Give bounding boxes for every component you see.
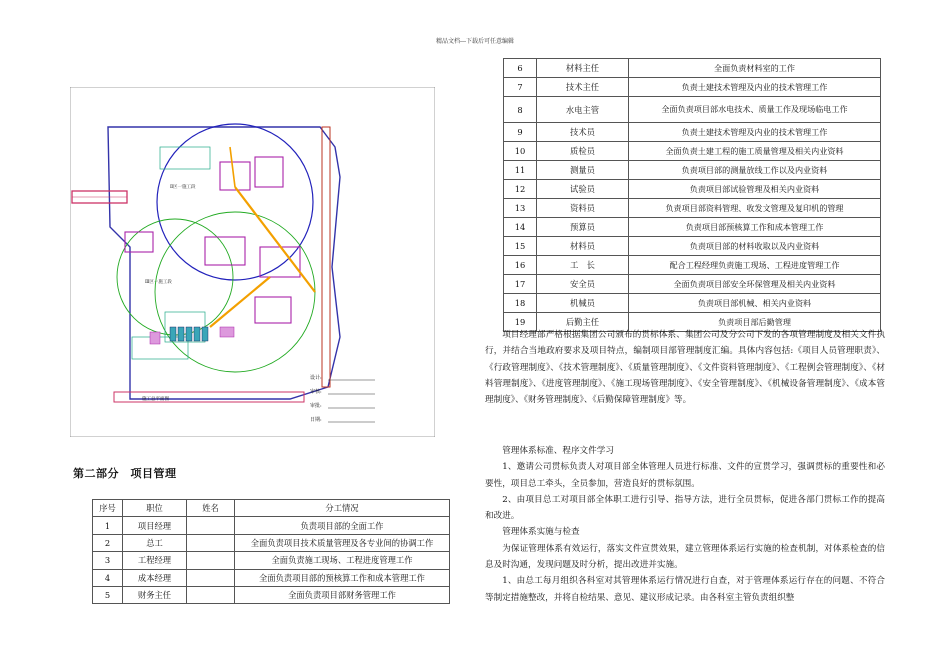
zone-label: Ⅱ区一施工段 (170, 185, 196, 190)
no-cell: 6 (504, 59, 537, 78)
no-cell: 9 (504, 123, 537, 142)
no-cell: 5 (93, 586, 123, 603)
header-cell: 姓名 (187, 500, 235, 517)
role-cell: 技术主任 (537, 78, 629, 97)
role-cell: 总工 (123, 534, 187, 551)
duty-cell: 全面负责项目技术质量管理及各专业间的协调工作 (235, 534, 450, 551)
body-text-section (485, 443, 885, 606)
no-cell: 8 (504, 97, 537, 123)
duty-cell: 配合工程经理负责施工现场、工程进度管理工作 (629, 256, 881, 275)
table-row (504, 199, 881, 218)
no-cell: 3 (93, 552, 123, 569)
duty-cell: 负责土建技术管理及内业的技术管理工作 (629, 78, 881, 97)
duty-cell: 全面负责材料室的工作 (629, 59, 881, 78)
signoff-label: 审核: (310, 389, 322, 395)
name-cell (187, 586, 235, 603)
duty-cell: 全面负责项目部的预核算工作和成本管理工作 (235, 569, 450, 586)
name-cell (187, 534, 235, 551)
table-row (504, 123, 881, 142)
no-cell: 13 (504, 199, 537, 218)
no-cell: 11 (504, 161, 537, 180)
no-cell: 16 (504, 256, 537, 275)
no-cell: 12 (504, 180, 537, 199)
role-cell: 技术员 (537, 123, 629, 142)
header-cell: 序号 (93, 500, 123, 517)
site-plan-drawing (70, 87, 435, 437)
duty-cell: 全面负责项目部安全环保管理及相关内业资料 (629, 275, 881, 294)
role-cell: 材料员 (537, 237, 629, 256)
signoff-label: 日期: (310, 417, 322, 423)
header-cell: 分工情况 (235, 500, 450, 517)
name-cell (187, 517, 235, 534)
section-heading: 管理体系标准、程序文件学习 (502, 446, 614, 456)
role-cell: 材料主任 (537, 59, 629, 78)
no-cell: 4 (93, 569, 123, 586)
table-row (93, 586, 450, 603)
role-cell: 安全员 (537, 275, 629, 294)
table-header-row (93, 500, 450, 517)
plan-title: 施工总平面图 (142, 397, 169, 402)
no-cell: 15 (504, 237, 537, 256)
paragraph: 为保证管理体系有效运行，落实文件宣贯效果，建立管理体系运行实施的检查机制，对体系检查的信息及时沟通，发现问题及时分析，提出改进并实施。 (485, 543, 885, 571)
no-cell: 18 (504, 294, 537, 313)
duty-cell: 负责土建技术管理及内业的技术管理工作 (629, 123, 881, 142)
table-row (504, 218, 881, 237)
role-cell: 质检员 (537, 142, 629, 161)
table-row (93, 517, 450, 534)
table-row (504, 142, 881, 161)
zone-label: Ⅲ区一施工段 (145, 280, 172, 285)
header-note: 精品文档---下载后可任意编辑 (435, 38, 515, 45)
no-cell: 14 (504, 218, 537, 237)
duty-cell: 负责项目部的材料收取以及内业资料 (629, 237, 881, 256)
duty-cell: 全面负责项目部水电技术、质量工作及现场临电工作 (629, 97, 881, 123)
role-cell: 资料员 (537, 199, 629, 218)
header-cell: 职位 (123, 500, 187, 517)
duty-cell: 全面负责项目部财务管理工作 (235, 586, 450, 603)
role-cell: 测量员 (537, 161, 629, 180)
role-cell: 试验员 (537, 180, 629, 199)
body-text (485, 327, 885, 408)
no-cell: 7 (504, 78, 537, 97)
table-row (504, 78, 881, 97)
duty-cell: 负责项目部预核算工作和成本管理工作 (629, 218, 881, 237)
duty-cell: 负责项目部资料管理、收发文管理及复印机的管理 (629, 199, 881, 218)
role-cell: 成本经理 (123, 569, 187, 586)
duty-cell: 负责项目部后勤管理 (629, 313, 881, 332)
table-row (504, 275, 881, 294)
paragraph: 2、由项目总工对项目部全体职工进行引导、指导方法，进行全员贯标，促进各部门贯标工作的提高和改进。 (485, 494, 885, 522)
duty-cell: 全面负责施工现场、工程进度管理工作 (235, 552, 450, 569)
staff-table-right (503, 58, 881, 332)
table-row (93, 552, 450, 569)
role-cell: 工 长 (537, 256, 629, 275)
duty-cell: 负责项目部的全面工作 (235, 517, 450, 534)
role-cell: 机械员 (537, 294, 629, 313)
signoff-label: 审批: (310, 403, 322, 409)
paragraph: 1、邀请公司贯标负责人对项目部全体管理人员进行标准、文件的宣贯学习，强调贯标的重要性和必要性，项目总工牵头，全员参加，营造良好的贯标氛围。 (485, 462, 885, 489)
role-cell: 水电主管 (537, 97, 629, 123)
table-row (504, 237, 881, 256)
duty-cell: 负责项目部试验管理及相关内业资料 (629, 180, 881, 199)
role-cell: 财务主任 (123, 586, 187, 603)
staff-table-left (92, 499, 450, 604)
table-row (504, 180, 881, 199)
name-cell (187, 552, 235, 569)
table-row (504, 161, 881, 180)
no-cell: 19 (504, 313, 537, 332)
paragraph: 项目经理部严格根据集团公司颁布的贯标体系、集团公司及分公司下发的各项管理制度及相关文件执行，并结合当地政府要求及项目特点，编制项目部管理制度汇编。具体内容包括:《项目人员管理职责》、《行政管理制度》、《技术管理制度》、《质量管理制度》、《文件资料管理制度》、《工程例会管理制度》、《材料管理制度》、《进度管理制度》、《施工现场管理制度》、《安全管理制度》、《机械设备管理制度》、《成本管理制度》、《财务管理制度》、《后勤保障管理制度》等。 (485, 330, 885, 406)
role-cell: 工程经理 (123, 552, 187, 569)
role-cell: 项目经理 (123, 517, 187, 534)
table-row (504, 97, 881, 123)
section-heading: 管理体系实施与检查 (502, 527, 580, 538)
table-row (504, 59, 881, 78)
duty-cell: 负责项目部机械、相关内业资料 (629, 294, 881, 313)
table-row (93, 569, 450, 586)
role-cell: 后勤主任 (537, 313, 629, 332)
paragraph: 1、由总工每月组织各科室对其管理体系运行情况进行自查，对于管理体系运行存在的问题、不符合等制定措施整改，并将自检结果、意见、建议形成记录。由各科室主管负责组织整 (485, 576, 885, 603)
role-cell: 预算员 (537, 218, 629, 237)
table-row (504, 256, 881, 275)
no-cell: 17 (504, 275, 537, 294)
signoff-label: 设计: (310, 375, 322, 381)
duty-cell: 负责项目部的测量放线工作以及内业资料 (629, 161, 881, 180)
table-row (93, 534, 450, 551)
name-cell (187, 569, 235, 586)
no-cell: 10 (504, 142, 537, 161)
no-cell: 1 (93, 517, 123, 534)
part-title: 第二部分 项目管理 (73, 467, 177, 480)
no-cell: 2 (93, 534, 123, 551)
duty-cell: 全面负责土建工程的施工质量管理及相关内业资料 (629, 142, 881, 161)
table-row (504, 294, 881, 313)
